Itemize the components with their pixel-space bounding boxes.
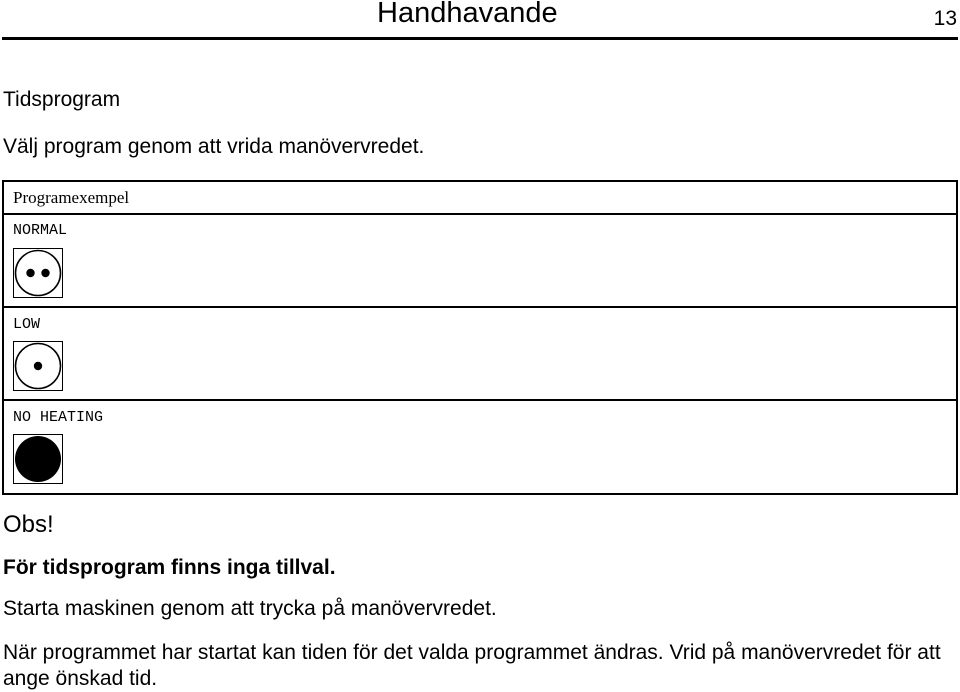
two-dots-circle-icon <box>13 248 63 298</box>
mode-label-normal: NORMAL <box>13 222 68 239</box>
section-heading: Tidsprogram <box>3 88 121 111</box>
note-no-accessories: För tidsprogram finns inga tillval. <box>3 556 336 579</box>
box-divider <box>4 213 956 215</box>
box-divider <box>4 399 956 401</box>
mode-label-no-heating: NO HEATING <box>13 409 104 426</box>
filled-circle-icon <box>13 434 63 484</box>
header-rule <box>2 37 958 40</box>
page-number: 13 <box>933 7 957 30</box>
note-start-machine: Starta maskinen genom att trycka på manövervredet. <box>3 597 497 620</box>
mode-label-low: LOW <box>13 316 41 333</box>
obs-label: Obs! <box>3 511 54 538</box>
note-change-time: När programmet har startat kan tiden för det valda programmet ändras. Vrid på manövervredet för att ange önskad tid. <box>3 641 941 690</box>
instruction-text: Välj program genom att vrida manövervredet. <box>3 135 425 158</box>
one-dot-circle-icon <box>13 341 63 391</box>
box-divider <box>4 306 956 308</box>
program-example-title: Programexempel <box>13 188 130 207</box>
program-example-box <box>2 180 958 495</box>
header-title: Handhavande <box>377 0 558 29</box>
